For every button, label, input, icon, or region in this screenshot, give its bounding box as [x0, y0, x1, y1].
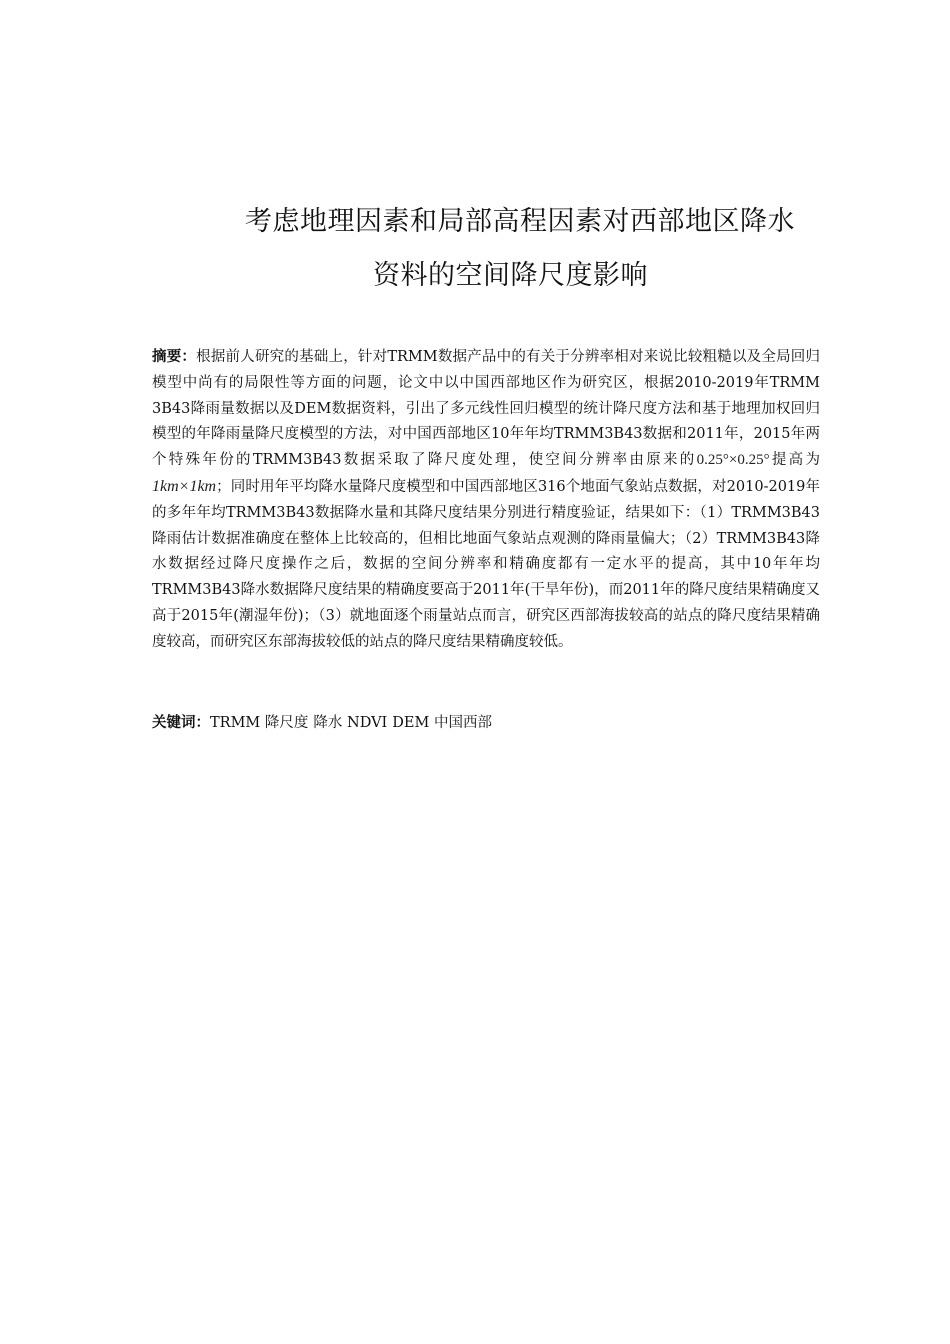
keyword-item: DEM 中国西部 [392, 715, 492, 731]
keywords-label: 关键词： [152, 714, 210, 731]
resolution-formula-target-text: 1km×1km [152, 477, 217, 495]
keyword-item: TRMM 降尺度 [210, 715, 309, 731]
keywords-line [152, 710, 820, 736]
keyword-item: 降水 NDVI [313, 715, 388, 731]
abstract-text-part-3: ；同时用年平均降水量降尺度模型和中国西部地区316个地面气象站点数据，对2010-2019年的多年年均TRMM3B43数据降水量和其降尺度结果分别进行精度验证，结果如下：（1）TRMM3B43降雨估计数据准确度在整体上比较高的，但相比地面气象站点观测的降雨量偏大；（2）TRMM3B43降水数据经过降尺度操作之后，数据的空间分辨率和精确度都有一定水平的提高，其中10年年均TRMM3B43降水数据降尺度结果的精确度要高于2011年(干旱年份)，而2011年的降尺度结果精确度又高于2015年(潮湿年份)；（3）就地面逐个雨量站点而言，研究区西部海拔较高的站点的降尺度结果精确度较高，而研究区东部海拔较低的站点的降尺度结果精确度较低。 [152, 478, 821, 650]
abstract-label: 摘要： [152, 348, 197, 365]
abstract-text-part-1: 根据前人研究的基础上，针对TRMM数据产品中的有关于分辨率相对来说比较粗糙以及全局回归模型中尚有的局限性等方面的问题，论文中以中国西部地区作为研究区，根据2010-2019年TRMM 3B43降雨量数据以及DEM数据资料，引出了多元线性回归模型的统计降尺度方法和基于地理加权回归模型的年降雨量降尺度模型的方法，对中国西部地区10年年均TRMM3B43数据和2011年，2015年两个特殊年份的TRMM3B43数据采取了降尺度处理，使空间分辨率由原来的 [152, 349, 821, 469]
resolution-formula-original: 0.25°×0.25° [696, 452, 770, 469]
abstract-text-part-2: 提高为 [769, 452, 820, 469]
resolution-formula-target [152, 479, 216, 495]
abstract-paragraph [152, 344, 820, 656]
title-line-2: 资料的空间降尺度影响 [373, 260, 648, 291]
title-line-1: 考虑地理因素和局部高程因素对西部地区降水 [245, 206, 795, 237]
paper-title [150, 195, 950, 303]
